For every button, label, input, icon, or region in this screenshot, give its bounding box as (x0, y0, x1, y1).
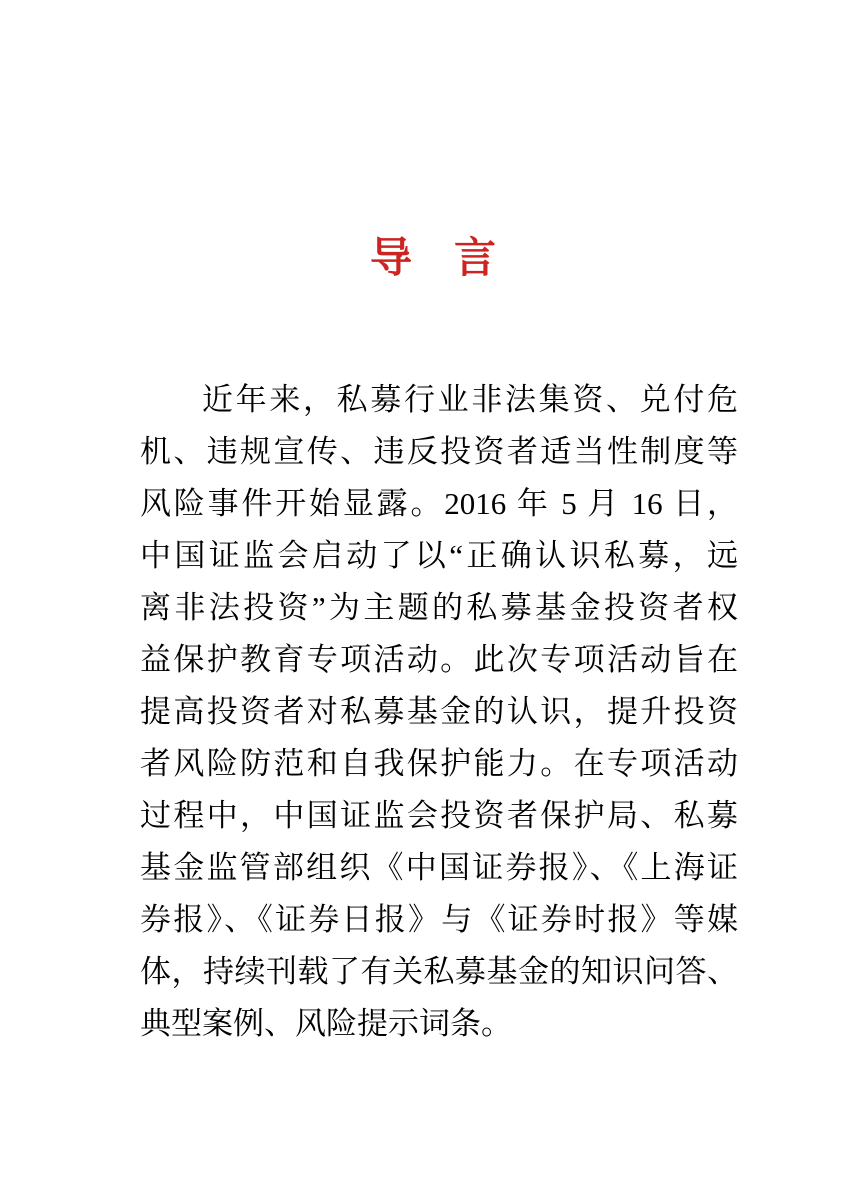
text-line: 风险事件开始显露。2016 年 5 月 16 日， (140, 486, 738, 521)
text-line: 者风险防范和自我保护能力。在专项活动 (140, 746, 738, 781)
text-line: 典型案例、风险提示词条。 (140, 1006, 512, 1041)
text-line: 基金监管部组织《中国证券报》、《上海证 (140, 850, 738, 885)
body-paragraph (140, 374, 738, 1050)
text-line: 离非法投资”为主题的私募基金投资者权 (140, 590, 738, 625)
text-line: 体，持续刊载了有关私募基金的知识问答、 (140, 954, 738, 989)
text-line: 中国证监会启动了以“正确认识私募，远 (140, 538, 738, 573)
text-line: 近年来，私募行业非法集资、兑付危 (202, 382, 738, 417)
text-line: 机、违规宣传、违反投资者适当性制度等 (140, 434, 738, 469)
text-line: 提高投资者对私募基金的认识，提升投资 (140, 694, 738, 729)
text-line: 过程中，中国证监会投资者保护局、私募 (140, 798, 738, 833)
text-line: 益保护教育专项活动。此次专项活动旨在 (140, 642, 738, 677)
page-title: 导 言 (369, 236, 496, 282)
text-line: 券报》、《证券日报》与《证券时报》等媒 (140, 902, 738, 937)
